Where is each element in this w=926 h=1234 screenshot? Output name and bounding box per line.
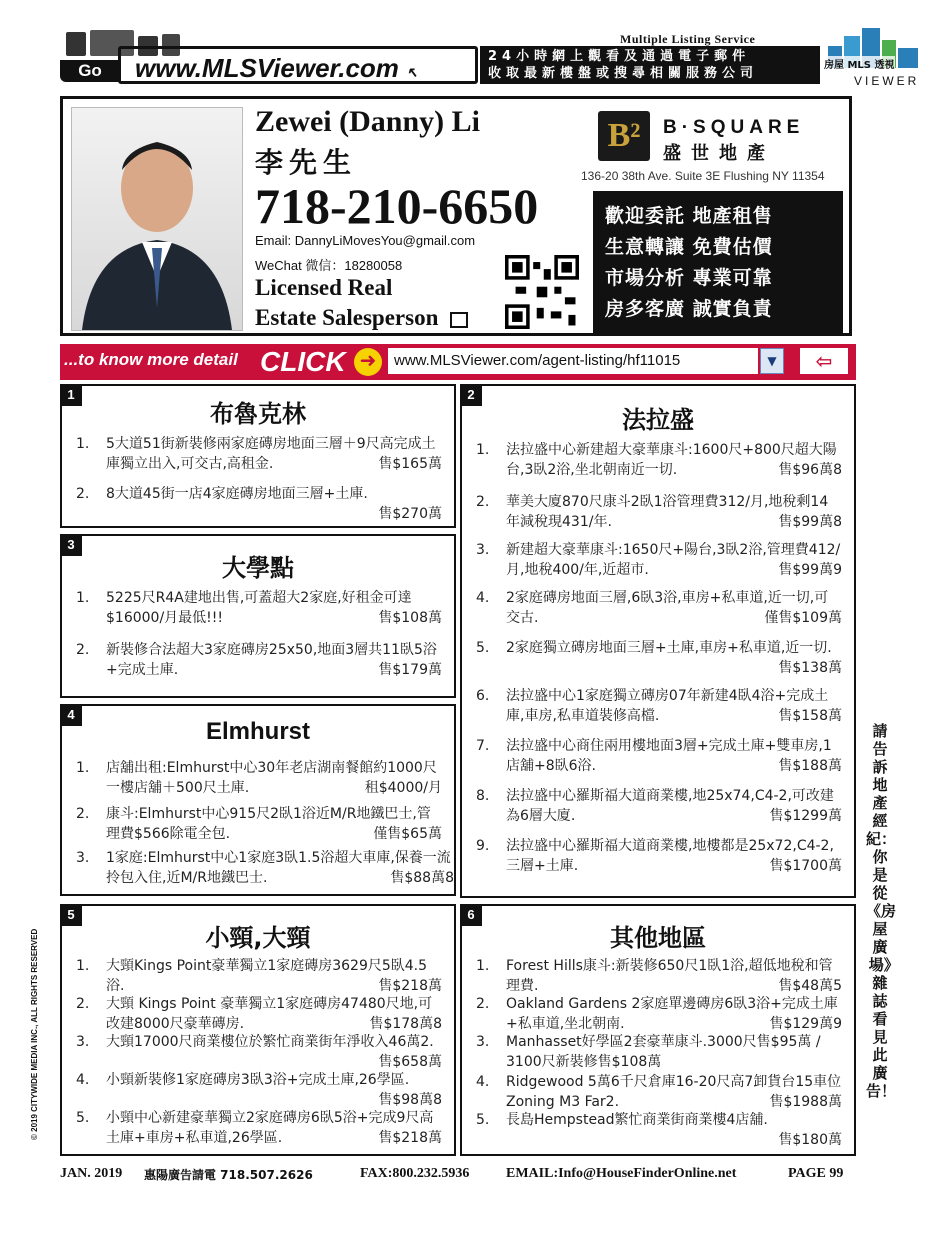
- copyright-notice: © 2019 CITYWIDE MEDIA INC., ALL RIGHTS RESERVED: [30, 928, 39, 1140]
- listing-url-field[interactable]: www.MLSViewer.com/agent-listing/hf11015: [388, 348, 758, 374]
- bsquare-logo: B²: [598, 111, 650, 161]
- slogan-box: [593, 191, 843, 333]
- item-price: 售$99萬9: [778, 562, 842, 578]
- list-item: [476, 440, 842, 480]
- list-item: [76, 1070, 442, 1110]
- item-number: 1.: [476, 442, 490, 458]
- top-banner: [60, 28, 924, 90]
- item-price: 售$180萬: [778, 1132, 842, 1148]
- item-price: 售$138萬: [778, 660, 842, 676]
- go-button[interactable]: Go: [60, 60, 120, 82]
- item-number: 1.: [476, 958, 490, 974]
- list-item: [476, 1032, 842, 1072]
- item-number: 2.: [76, 486, 90, 502]
- item-text: 5大道51街新裝修兩家庭磚房地面三層＋9尺高完成土庫獨立出入,可交古,高租金.: [106, 436, 436, 472]
- item-text: 法拉盛中心商住兩用樓地面3層+完成土庫+雙車房,1店舖+8臥6浴.: [506, 738, 832, 774]
- list-item: [476, 540, 842, 580]
- item-text: 店舖出租:Elmhurst中心30年老店湖南餐館約1000尺一樓店舖＋500尺土庫.: [106, 760, 437, 796]
- list-item: [476, 588, 842, 628]
- cursor-icon: ↖: [406, 64, 418, 80]
- section-flushing: [460, 384, 856, 898]
- item-price: 僅售$65萬: [373, 826, 442, 842]
- item-number: 3.: [476, 542, 490, 558]
- section-number: 6: [460, 904, 482, 926]
- license-line-2-text: Estate Salesperson: [255, 305, 439, 330]
- list-item: [76, 804, 442, 844]
- item-text: 長島Hempstead繁忙商業街商業樓4店舖.: [506, 1112, 768, 1128]
- item-number: 2.: [76, 642, 90, 658]
- section-brooklyn: [60, 384, 456, 528]
- mls-service-label: Multiple Listing Service: [620, 32, 756, 46]
- item-text: 法拉盛中心新建超大豪華康斗:1600尺+800尺超大陽台,3臥2浴,坐北朝南近一切.: [506, 442, 837, 478]
- section-title: 小頸,大頸: [205, 924, 311, 952]
- item-number: 5.: [476, 1112, 490, 1128]
- item-text: 康斗:Elmhurst中心915尺2臥1浴近M/R地鐵巴士,管理費$566除電全包.: [106, 806, 431, 842]
- item-price: 僅售$109萬: [764, 610, 842, 626]
- section-title: 布魯克林: [210, 400, 306, 428]
- agent-name: Zewei (Danny) Li: [255, 105, 480, 138]
- click-bar: [60, 344, 856, 380]
- item-text: 新裝修合法超大3家庭磚房25x50,地面3層共11臥5浴+完成土庫.: [106, 642, 437, 678]
- list-item: [476, 736, 842, 776]
- item-text: 5225尺R4A建地出售,可蓋超大2家庭,好租金可達$16000/月最低!!!: [106, 590, 412, 626]
- chevron-down-icon[interactable]: ▼: [760, 348, 784, 374]
- item-text: Manhasset好學區2套豪華康斗.3000尺售$95萬 / 3100尺新裝修售$108萬: [506, 1034, 821, 1070]
- license-line-2: [255, 305, 468, 331]
- item-text: 8大道45街一店4家庭磚房地面三層+土庫.: [106, 486, 368, 502]
- item-number: 2.: [76, 806, 90, 822]
- mls-logo-en: VIEWER: [854, 74, 920, 88]
- item-number: 1.: [76, 958, 90, 974]
- item-price: 租$4000/月: [364, 780, 442, 796]
- item-number: 4.: [476, 1074, 490, 1090]
- list-item: [76, 484, 442, 524]
- item-text: 2家庭磚房地面三層,6臥3浴,車房+私車道,近一切,可交古.: [506, 590, 829, 626]
- agent-wechat: WeChat 微信：18280058: [255, 258, 403, 273]
- item-text: 新建超大豪華康斗:1650尺+陽台,3臥2浴,管理費412/月,地稅400/年,近超市.: [506, 542, 841, 578]
- qr-code-icon[interactable]: [505, 255, 579, 329]
- item-text: Oakland Gardens 2家庭單邊磚房6臥3浴+完成土庫+私車道,坐北朝南.: [506, 996, 838, 1032]
- item-price: 售$99萬8: [778, 514, 842, 530]
- footer-ad-line: 惠陽廣告請電 718.507.2626: [144, 1168, 313, 1182]
- side-notice: 請告訴地產經紀：你是從《房屋廣場》雜誌看見此廣告！: [866, 722, 897, 1100]
- item-text: 小頸中心新建豪華獨立2家庭磚房6臥5浴+完成9尺高土庫+車房+私車道,26學區.: [106, 1110, 434, 1146]
- footer-date: JAN. 2019: [60, 1166, 123, 1181]
- section-number: 5: [60, 904, 82, 926]
- item-price: 售$158萬: [778, 708, 842, 724]
- list-item: [76, 588, 442, 630]
- footer-page: PAGE 99: [788, 1166, 844, 1181]
- back-arrow-icon[interactable]: ⇦: [800, 348, 848, 374]
- list-item: [476, 1072, 842, 1112]
- equal-housing-icon: [450, 312, 468, 328]
- item-text: 小頸新裝修1家庭磚房3臥3浴+完成土庫,26學區.: [106, 1072, 410, 1088]
- item-number: 2.: [476, 996, 490, 1012]
- list-item: [76, 994, 442, 1034]
- item-number: 1.: [76, 760, 90, 776]
- item-price: 售$658萬: [378, 1054, 442, 1070]
- item-text: 華美大廈870尺康斗2臥1浴管理費312/月,地稅剩14年減稅現431/年.: [506, 494, 829, 530]
- page-footer: [60, 1166, 856, 1190]
- item-price: 售$179萬: [378, 662, 442, 678]
- section-college-point: [60, 534, 456, 698]
- site-url-box[interactable]: [118, 46, 478, 84]
- footer-email[interactable]: EMAIL:Info@HouseFinderOnline.net: [506, 1166, 737, 1181]
- item-price: 售$1988萬: [769, 1094, 842, 1110]
- item-number: 5.: [76, 1110, 90, 1126]
- item-text: 法拉盛中心羅斯福大道商業樓,地25x74,C4-2,可改建為6層大廈.: [506, 788, 834, 824]
- item-number: 3.: [76, 850, 90, 866]
- company-name-cn: 盛世地產: [663, 143, 775, 164]
- section-number: 1: [60, 384, 82, 406]
- section-title: 大學點: [222, 554, 294, 582]
- list-item: [76, 956, 442, 996]
- footer-fax: FAX:800.232.5936: [360, 1166, 470, 1181]
- list-item: [76, 1108, 442, 1148]
- section-number: 4: [60, 704, 82, 726]
- arrow-right-icon[interactable]: ➜: [354, 348, 382, 376]
- item-number: 9.: [476, 838, 490, 854]
- list-item: [76, 758, 442, 798]
- list-item: [476, 956, 842, 996]
- slogan-line: 市場分析 專業可靠: [605, 267, 773, 289]
- section-title: Elmhurst: [205, 718, 310, 745]
- section-title: 其他地區: [610, 924, 706, 952]
- mls-logo-cn: 房屋 MLS 透視: [824, 56, 895, 71]
- item-price: 售$108萬: [378, 610, 442, 626]
- section-elmhurst: [60, 704, 456, 896]
- item-price: 售$218萬: [378, 1130, 442, 1146]
- section-number: 3: [60, 534, 82, 556]
- agent-card: [60, 96, 852, 336]
- item-number: 5.: [476, 640, 490, 656]
- mls-viewer-logo: [824, 28, 924, 90]
- item-number: 3.: [476, 1034, 490, 1050]
- list-item: [76, 1032, 442, 1072]
- item-number: 7.: [476, 738, 490, 754]
- agent-phone[interactable]: 718-210-6650: [255, 178, 539, 234]
- item-number: 1.: [76, 590, 90, 606]
- item-text: 法拉盛中心羅斯福大道商業樓,地樓都是25x72,C4-2,三層+土庫.: [506, 838, 834, 874]
- click-label[interactable]: CLICK: [260, 346, 346, 377]
- item-price: 售$218萬: [378, 978, 442, 994]
- click-bar-lead: ...to know more detail: [64, 350, 238, 369]
- item-text: 2家庭獨立磚房地面三層+土庫,車房+私車道,近一切.: [506, 640, 832, 656]
- item-number: 2.: [76, 996, 90, 1012]
- banner-line-1: 24小時網上觀看及通過電子郵件: [488, 49, 751, 64]
- item-price: 售$48萬5: [778, 978, 842, 994]
- item-number: 3.: [76, 1034, 90, 1050]
- item-price: 售$1700萬: [769, 858, 842, 874]
- item-number: 4.: [476, 590, 490, 606]
- item-price: 售$129萬9: [769, 1016, 842, 1032]
- item-price: 售$270萬: [378, 506, 442, 522]
- slogan-line: 生意轉讓 免費估價: [605, 236, 773, 258]
- item-number: 1.: [76, 436, 90, 452]
- agent-portrait-icon: [72, 108, 242, 330]
- item-price: 售$165萬: [378, 456, 442, 472]
- item-text: 1家庭:Elmhurst中心1家庭3臥1.5浴超大車庫,保養一流拎包入住,近M/R地鐵巴士.: [106, 850, 451, 886]
- list-item: [476, 638, 842, 678]
- list-item: [476, 836, 842, 876]
- list-item: [476, 786, 842, 826]
- item-number: 4.: [76, 1072, 90, 1088]
- section-number: 2: [460, 384, 482, 406]
- list-item: [476, 994, 842, 1034]
- agent-email[interactable]: Email: DannyLiMovesYou@gmail.com: [255, 233, 476, 248]
- item-number: 6.: [476, 688, 490, 704]
- section-title: 法拉盛: [622, 406, 694, 434]
- item-price: 售$1299萬: [769, 808, 842, 824]
- item-text: Forest Hills康斗:新裝修650尺1臥1浴,超低地稅和管理費.: [506, 958, 833, 994]
- section-other-areas: [460, 904, 856, 1156]
- item-text: 大頸17000尺商業樓位於繁忙商業街年淨收入46萬2.: [106, 1034, 434, 1050]
- site-url[interactable]: www.MLSViewer.com: [135, 53, 399, 83]
- company-address: 136-20 38th Ave. Suite 3E Flushing NY 11354: [581, 169, 825, 183]
- banner-description: [480, 46, 820, 84]
- slogan-line: 房多客廣 誠實負責: [605, 298, 773, 320]
- banner-line-2: 收取最新樓盤或搜尋相關服務公司: [488, 66, 759, 81]
- item-text: Ridgewood 5萬6千尺倉庫16-20尺高7卸貨台15車位Zoning M3 Far2.: [506, 1074, 842, 1110]
- item-text: 大頸 Kings Point 豪華獨立1家庭磚房47480尺地,可改建8000尺豪華磚房.: [106, 996, 433, 1032]
- item-text: 大頸Kings Point豪華獨立1家庭磚房3629尺5臥4.5浴.: [106, 958, 428, 994]
- list-item: [476, 686, 842, 726]
- company-name-en: B·SQUARE: [663, 117, 805, 138]
- item-price: 售$96萬8: [778, 462, 842, 478]
- item-number: 2.: [476, 494, 490, 510]
- agent-name-cn: 李先生: [255, 146, 358, 179]
- section-little-neck-great-neck: [60, 904, 456, 1156]
- item-price: 售$188萬: [778, 758, 842, 774]
- agent-photo: [71, 107, 243, 331]
- item-price: 售$98萬8: [378, 1092, 442, 1108]
- slogan-line: 歡迎委託 地產租售: [605, 205, 773, 227]
- item-text: 法拉盛中心1家庭獨立磚房07年新建4臥4浴+完成土庫,車房,私車道裝修高檔.: [506, 688, 829, 724]
- list-item: [476, 492, 842, 532]
- item-number: 8.: [476, 788, 490, 804]
- list-item: [76, 848, 454, 888]
- list-item: [476, 1110, 842, 1150]
- item-price: 售$178萬8: [369, 1016, 442, 1032]
- list-item: [76, 640, 442, 682]
- license-line-1: Licensed Real: [255, 275, 393, 300]
- item-price: 售$88萬8: [390, 870, 454, 886]
